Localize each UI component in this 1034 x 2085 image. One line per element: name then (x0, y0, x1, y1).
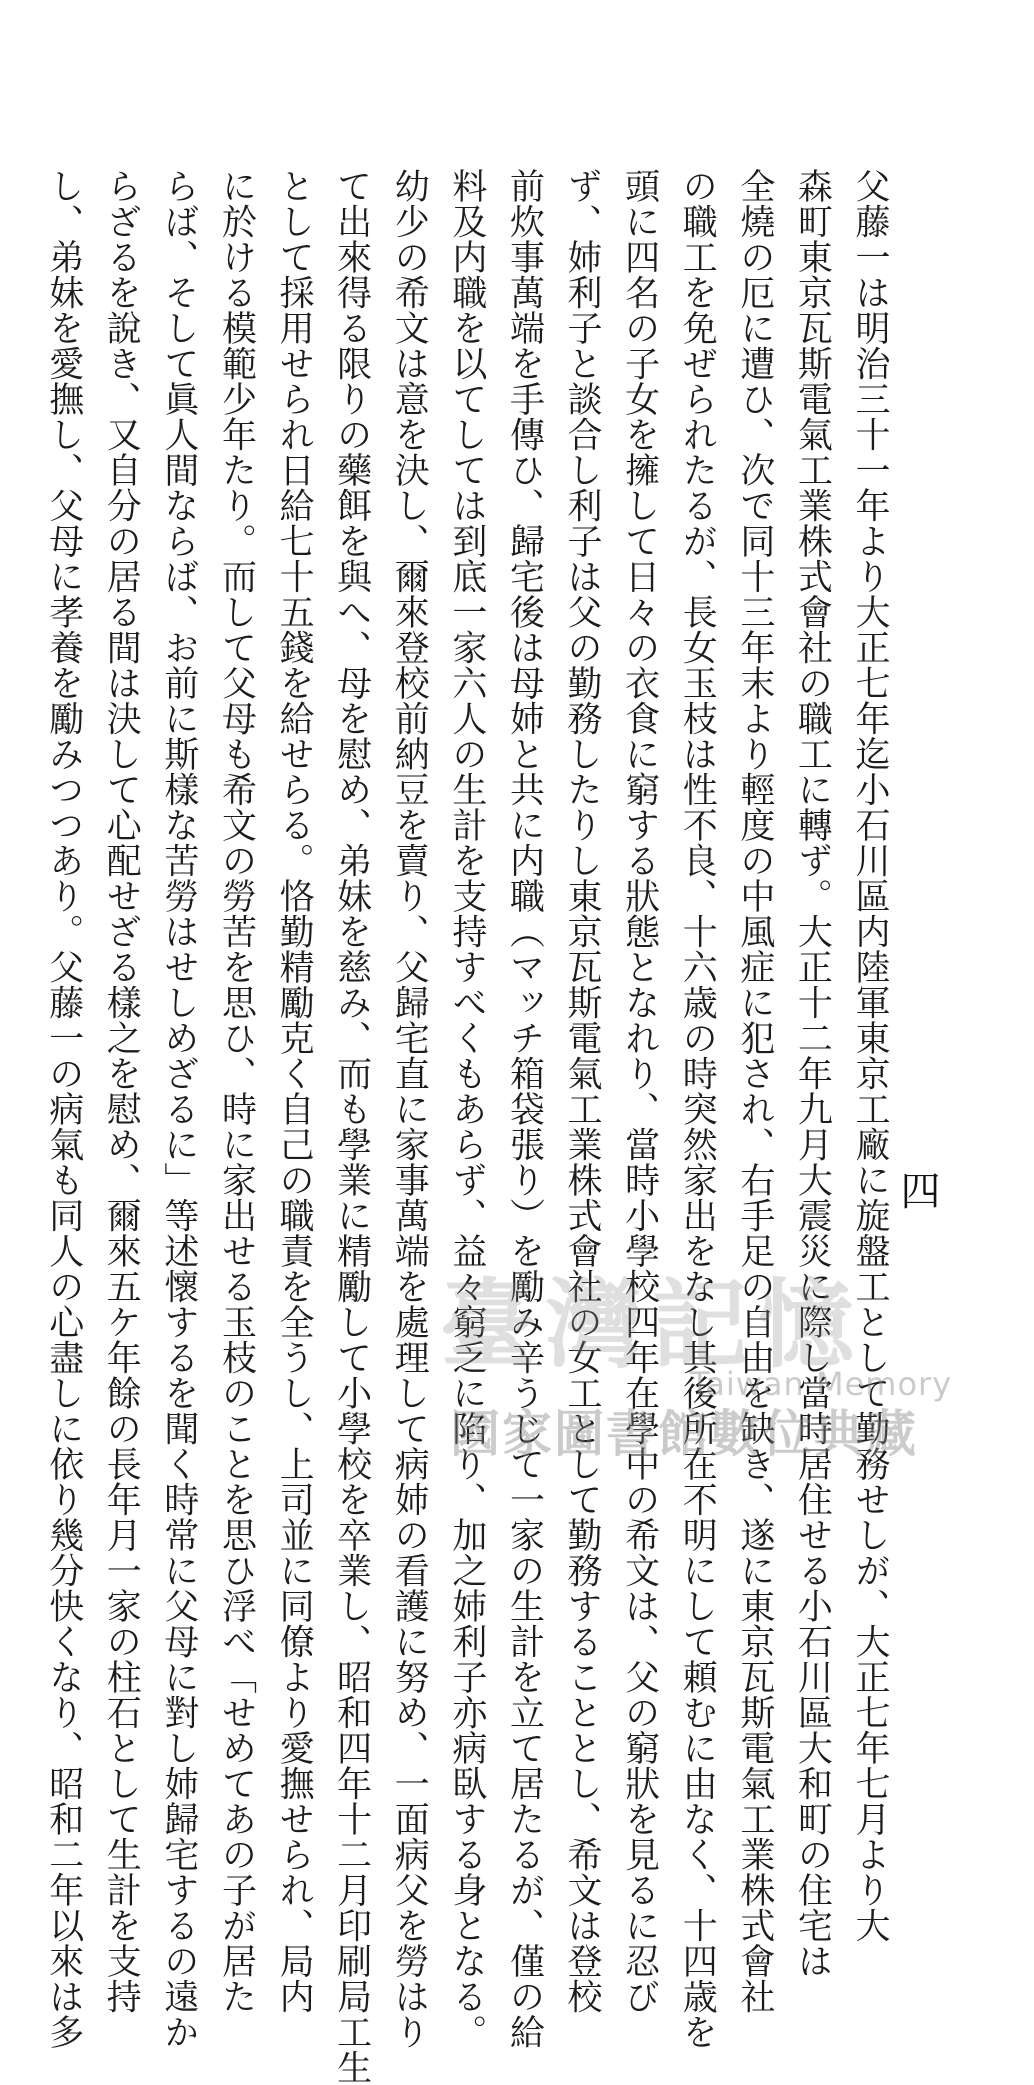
watermark-title-cn: 臺灣記憶 (440, 1268, 864, 1381)
text-column: らざるを說き、又自分の居る間は決して心配せざる樣之を慰め、爾來五ケ年餘の長年月一家の柱石として生計を支持 (101, 168, 142, 2014)
text-column: 頭に四名の子女を擁して日々の衣食に窮する狀態となれり、當時小學校四年在學中の希文は、父の窮狀を見るに忍び (619, 168, 660, 2014)
text-column: て出來得る限りの藥餌を與へ、母を慰め、弟妹を慈み、而も學業に精勵して小學校を卒業し、昭和四年十二月印刷局工生 (331, 168, 372, 2085)
text-column: 森町東京瓦斯電氣工業株式會社の職工に轉ず。大正十二年九月大震災に際し當時居住せる小石川區大和町の住宅は (792, 168, 833, 1979)
text-column: 全燒の厄に遭ひ、次で同十三年末より輕度の中風症に犯され、右手足の自由を缺き、遂に東京瓦斯電氣工業株式會社 (734, 168, 775, 2014)
text-column: 父藤一は明治三十一年より大正七年迄小石川區内陸軍東京工廠に旋盤工として勤務せしが、大正七年七月より大 (850, 168, 890, 1943)
watermark-subtitle-cn: 國家圖書館數位典藏 (450, 1405, 918, 1463)
watermark-title-en: Taiwan Memory (690, 1365, 953, 1403)
text-column: として採用せられ日給七十五錢を給せらる。恪勤精勵克く自己の職責を全うし、上司並に同僚より愛撫せられ、局内 (274, 168, 315, 2014)
text-column: 前炊事萬端を手傳ひ、歸宅後は母姉と共に内職（マッチ箱袋張り）を勵み辛うじて一家の生計を立て居たるが、僅の給 (504, 168, 545, 2050)
text-column: らば、そして眞人間ならば、お前に斯樣な苦勞はせしめざるに」等述懷するを聞く時常に父母に對し姉歸宅するの遠か (158, 168, 199, 2050)
text-column: ず、姉利子と談合し利子は父の勤務したりし東京瓦斯電氣工業株式會社の女工として勤務することとし、希文は登校 (562, 168, 603, 2014)
text-column: し、弟妹を愛撫し、父母に孝養を勵みつつあり。父藤一の病氣も同人の心盡しに依り幾分快くなり、昭和二年以來は多 (43, 168, 84, 2050)
page-number: 四 (894, 1170, 940, 1210)
text-column: の職工を免ぜられたるが、長女玉枝は性不良、十六歳の時突然家出をなし其後所在不明にして頼むに由なく、十四歳を (677, 168, 718, 2050)
text-column: 料及内職を以てしては到底一家六人の生計を支持すべくもあらず、益々窮乏に陷り、加之姉利子亦病臥する身となる。 (446, 168, 487, 2050)
text-column: に於ける模範少年たり。而して父母も希文の勞苦を思ひ、時に家出せる玉枝のことを思ひ浮べ「せめてあの子が居た (216, 168, 257, 2014)
body-text (43, 168, 898, 2085)
text-column: 幼少の希文は意を決し、爾來登校前納豆を賣り、父歸宅直に家事萬端を處理して病姉の看護に努め、一面病父を勞はり (389, 168, 430, 2050)
